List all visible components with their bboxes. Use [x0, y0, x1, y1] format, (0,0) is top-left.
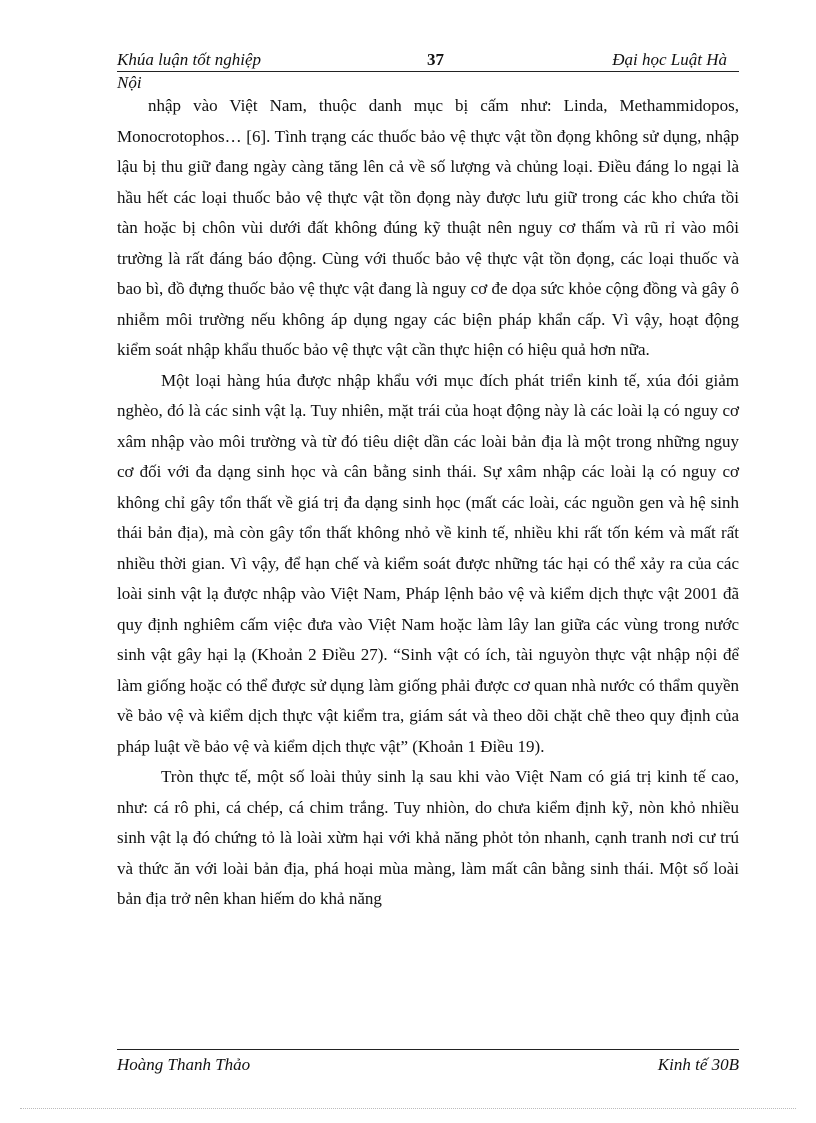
- paragraph-2: Một loại hàng húa được nhập khẩu với mục đích phát triển kinh tế, xúa đói giảm nghèo, đó là các sinh vật lạ. Tuy nhiên, mặt trái của hoạt động này là các loài lạ có nguy cơ xâm nhập vào môi trường và từ đó tiêu diệt dần các loài bản địa là một trong những nguy cơ đối với đa dạng sinh học và cân bằng sinh thái. Sự xâm nhập các loài lạ có nguy cơ không chỉ gây tổn thất về giá trị đa dạng sinh học (mất các loài, các nguồn gen và hệ sinh thái bản địa), mà còn gây tổn thất không nhỏ về kinh tế, nhiều khi rất tốn kém và mất rất nhiều thời gian. Vì vậy, để hạn chế và kiểm soát được những tác hại có thể xảy ra của các loài sinh vật lạ được nhập vào Việt Nam, Pháp lệnh bảo vệ và kiểm dịch thực vật 2001 đã quy định nghiêm cấm việc đưa vào Việt Nam hoặc làm lây lan giữa các vùng trong nước sinh vật gây hại lạ (Khoản 2 Điều 27). “Sinh vật có ích, tài nguyòn thực vật nhập nội để làm giống hoặc có thể được sử dụng làm giống phải được cơ quan nhà nước có thẩm quyền về bảo vệ và kiểm dịch thực vật kiểm tra, giám sát và theo dõi chặt chẽ theo quy định của pháp luật về bảo vệ và kiểm dịch thực vật” (Khoản 1 Điều 19).: [117, 370, 739, 756]
- page-footer: [117, 1055, 739, 1077]
- paragraph-3: Tròn thực tế, một số loài thủy sinh lạ sau khi vào Việt Nam có giá trị kinh tế cao, như: cá rô phi, cá chép, cá chim trắng. Tuy nhiòn, do chưa kiểm định kỹ, nòn khỏ nhiều sinh vật lạ đó chứng tỏ là loài xừm hại với khả năng phỏt tỏn nhanh, cạnh tranh nơi cư trú và thức ăn với loài bản địa, phá hoại mùa màng, làm mất cân bằng sinh thái. Một số loài bản địa trở nên khan hiếm do khả năng: [117, 767, 739, 908]
- header-university-continued: Nội: [117, 73, 142, 92]
- header-rule: [117, 71, 739, 72]
- header-thesis-title: Khúa luận tốt nghiệp: [117, 50, 262, 69]
- paragraph-1: nhập vào Việt Nam, thuộc danh mục bị cấm như: Linda, Methammidopos, Monocrotophos… [6]. Tình trạng các thuốc bảo vệ thực vật tồn đọng không sử dụng, nhập lậu bị thu giữ đang ngày càng tăng lên cả về số lượng và chủng loại. Điều đáng lo ngại là hầu hết các loại thuốc bảo vệ thực vật tồn đọng này được lưu giữ trong các kho chứa tồi tàn hoặc bị chôn vùi dưới đất không đúng kỹ thuật nên nguy cơ thấm và rũ rỉ vào môi trường là rất đáng báo động. Cùng với thuốc bảo vệ thực vật tồn đọng, các loại thuốc và bao bì, đồ đựng thuốc bảo vệ thực vật đang là nguy cơ đe dọa sức khỏe cộng đồng và gây ô nhiễm môi trường nếu không áp dụng ngay các biện pháp khẩn cấp. Vì vậy, hoạt động kiểm soát nhập khẩu thuốc bảo vệ thực vật cần thực hiện có hiệu quả hơn nữa.: [117, 96, 739, 359]
- page-number: 37: [427, 50, 444, 69]
- document-body: [117, 91, 739, 915]
- footer-author: Hoàng Thanh Thảo: [117, 1055, 251, 1074]
- page-boundary: [20, 1108, 796, 1109]
- footer-class: Kinh tế 30B: [657, 1055, 739, 1074]
- header-university: Đại học Luật Hà: [612, 50, 727, 69]
- page-header: [117, 50, 739, 72]
- footer-rule: [117, 1049, 739, 1050]
